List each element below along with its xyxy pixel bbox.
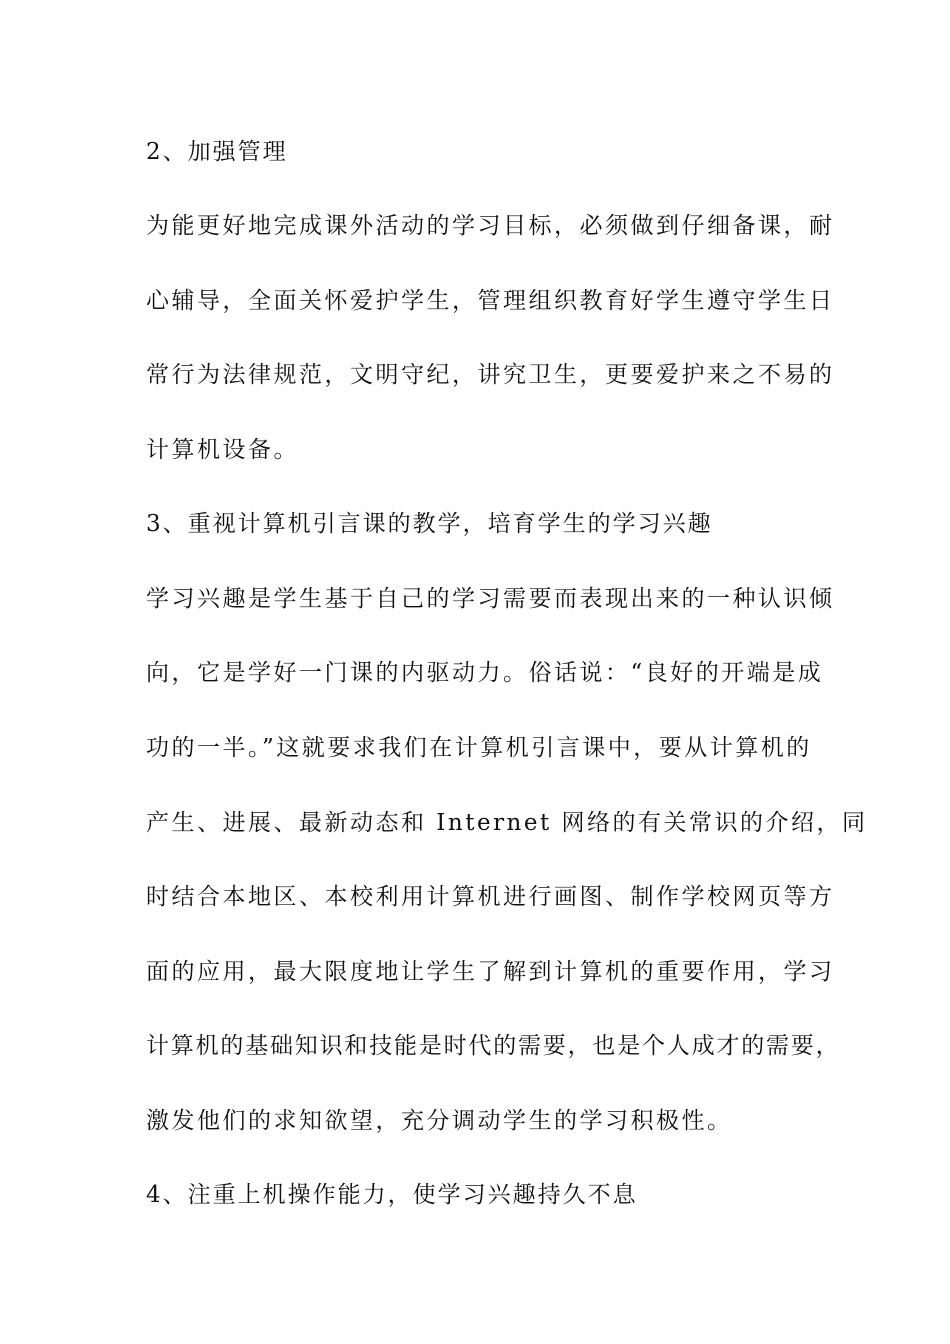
section-heading-2: 2、加强管理 <box>146 139 288 165</box>
paragraph-line: 计算机设备。 <box>146 437 299 463</box>
paragraph-line: 学习兴趣是学生基于自己的学习需要而表现出来的一种认识倾 <box>146 586 835 612</box>
section-heading-4: 4、注重上机操作能力，使学习兴趣持久不息 <box>146 1182 638 1208</box>
paragraph-line: 为能更好地完成课外活动的学习目标，必须做到仔细备课，耐 <box>146 213 835 239</box>
paragraph-line: 向，它是学好一门课的内驱动力。俗话说：“良好的开端是成 <box>146 660 824 686</box>
section-heading-3: 3、重视计算机引言课的教学，培育学生的学习兴趣 <box>146 511 713 537</box>
paragraph-line: 激发他们的求知欲望，充分调动学生的学习积极性。 <box>146 1108 733 1134</box>
paragraph-line: 时结合本地区、本校利用计算机进行画图、制作学校网页等方 <box>146 884 835 910</box>
paragraph-line: 常行为法律规范，文明守纪，讲究卫生，更要爱护来之不易的 <box>146 362 835 388</box>
paragraph-line: 面的应用，最大限度地让学生了解到计算机的重要作用，学习 <box>146 959 835 985</box>
paragraph-line: 计算机的基础知识和技能是时代的需要，也是个人成才的需要， <box>146 1033 841 1059</box>
paragraph-line: 心辅导，全面关怀爱护学生，管理组织教育好学生遵守学生日 <box>146 288 835 314</box>
paragraph-line: 功的一半。”这就要求我们在计算机引言课中，要从计算机的 <box>146 735 812 761</box>
paragraph-line: 产生、进展、最新动态和 Internet 网络的有关常识的介绍，同 <box>146 810 868 836</box>
